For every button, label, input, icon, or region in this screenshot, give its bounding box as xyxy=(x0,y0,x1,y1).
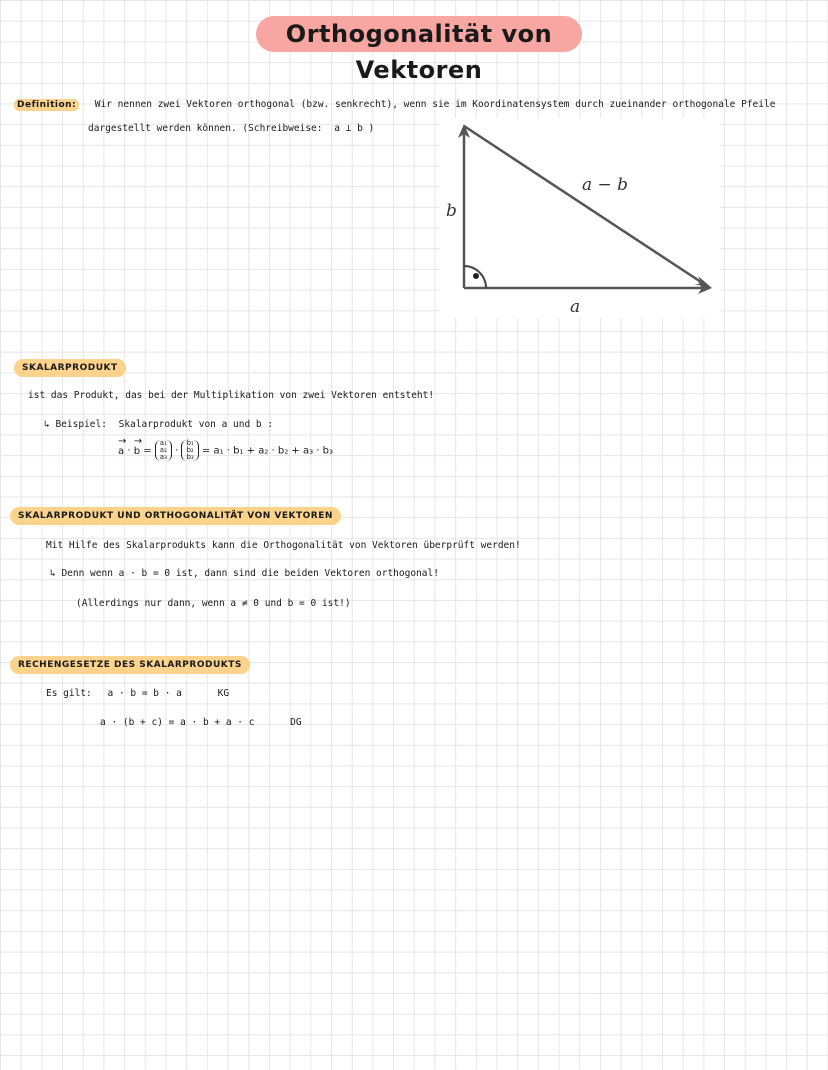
heading-rechengesetze: RECHENGESETZE DES SKALARPRODUKTS xyxy=(10,656,250,674)
law1-row xyxy=(46,687,229,701)
scalar-product-formula: → a · → b = a₁ a₂ a₃ · b₁ b₂ b₃ = a₁ · b₁ + a₂ · b₂ + a₃ · b₃ xyxy=(118,440,333,461)
law2-row xyxy=(100,716,302,730)
heading-ortho: SKALARPRODUKT UND ORTHOGONALITÄT VON VEKTOREN xyxy=(10,507,341,525)
matrix-a: a₁ a₂ a₃ xyxy=(155,440,172,461)
formula-rhs: = a₁ · b₁ + a₂ · b₂ + a₃ · b₃ xyxy=(201,445,334,457)
example-text: Skalarprodukt von a und b : xyxy=(118,419,274,430)
definition-line-2: dargestellt werden können. (Schreibweise: xyxy=(88,123,323,134)
vec-b: → b xyxy=(134,444,140,457)
example-prefix: ↳ Beispiel: xyxy=(44,419,107,430)
rechengesetze-prefix: Es gilt: xyxy=(46,688,92,699)
skalarprodukt-text: ist das Produkt, das bei der Multiplikation von zwei Vektoren entsteht! xyxy=(28,390,435,401)
definition-label: Definition: xyxy=(14,99,79,111)
ortho-line-1: Mit Hilfe des Skalarprodukts kann die Orthogonalität von Vektoren überprüft werden! xyxy=(46,540,521,551)
definition-block xyxy=(14,92,775,112)
label-diff: a − b xyxy=(582,175,629,195)
law2-tag: DG xyxy=(290,717,302,728)
matrix-b: b₁ b₂ b₃ xyxy=(181,440,198,461)
law1: a · b = b · a xyxy=(107,688,182,699)
right-angle-dot xyxy=(473,273,479,279)
definition-line-2-wrap xyxy=(88,122,374,136)
vec-a: → a xyxy=(118,444,124,457)
definition-line-1: Wir nennen zwei Vektoren orthogonal (bzw. senkrecht), wenn sie im Koordinatensystem durch zueinander orthogonale Pfeile xyxy=(94,99,776,110)
law2: a · (b + c) = a · b + a · c xyxy=(100,717,255,728)
heading-skalarprodukt: SKALARPRODUKT xyxy=(14,359,126,377)
label-b: b xyxy=(446,201,457,221)
definition-notation: a ⊥ b ) xyxy=(334,123,375,134)
label-a: a xyxy=(570,297,581,317)
ortho-line-3: (Allerdings nur dann, wenn a ≠ 0 und b = 0 ist!) xyxy=(76,598,351,609)
example-line xyxy=(44,418,273,432)
law1-tag: KG xyxy=(217,688,230,699)
page-title: Orthogonalität von Vektoren xyxy=(256,16,582,52)
ortho-line-2: ↳ Denn wenn a · b = 0 ist, dann sind die beiden Vektoren orthogonal! xyxy=(50,568,439,579)
right-triangle-figure xyxy=(440,118,720,318)
